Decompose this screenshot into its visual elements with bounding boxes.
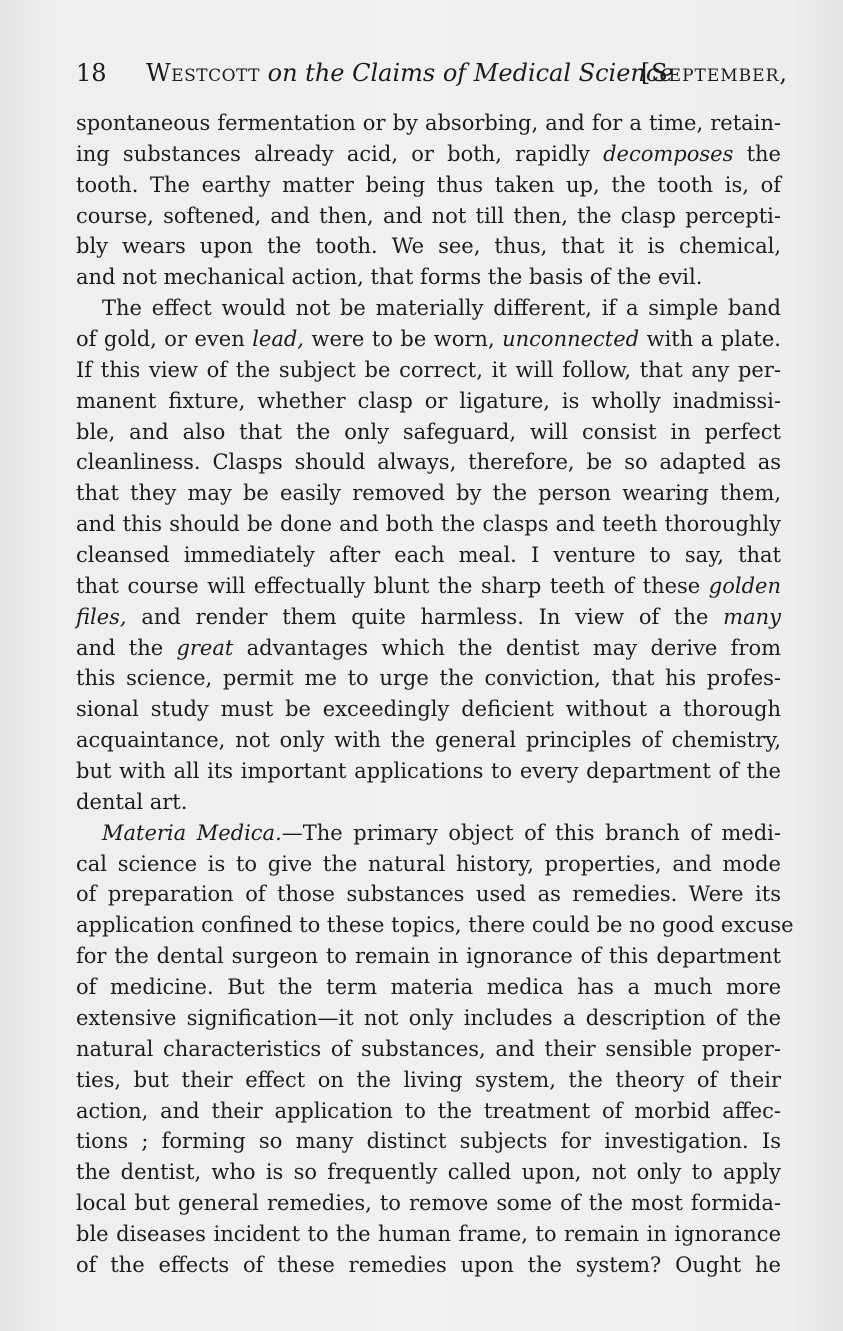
text-line: tooth. The earthy matter being thus taken up, the tooth is, of bbox=[76, 172, 781, 197]
text-line: that course will effectually blunt the sharp teeth of these golden bbox=[76, 573, 781, 598]
text-line: acquaintance, not only with the general principles of chemistry, bbox=[76, 728, 781, 753]
running-title-text: on the Claims of Medical Science bbox=[267, 59, 674, 87]
text-line: dental art. bbox=[76, 789, 188, 814]
text-line: cleanliness. Clasps should always, therefore, be so adapted as bbox=[76, 450, 781, 475]
text-line: of gold, or even lead, were to be worn, unconnected with a plate. bbox=[76, 327, 781, 352]
text-line: this science, permit me to urge the conviction, that his profes- bbox=[76, 666, 781, 691]
text-line: but with all its important applications to every department of the bbox=[76, 759, 781, 784]
text-line: ties, but their effect on the living system, the theory of their bbox=[76, 1067, 781, 1092]
header-date: [September, bbox=[640, 59, 788, 87]
text-line: spontaneous fermentation or by absorbing, and for a time, retain- bbox=[76, 111, 781, 135]
running-title-author: Westcott bbox=[146, 59, 260, 87]
body-text bbox=[76, 108, 794, 1281]
text-line: local but general remedies, to remove some of the most formida- bbox=[76, 1191, 781, 1216]
text-line: and this should be done and both the clasps and teeth thoroughly bbox=[76, 512, 781, 537]
text-line: bly wears upon the tooth. We see, thus, that it is chemical, bbox=[76, 234, 781, 259]
text-line: tions ; forming so many distinct subjects for investigation. Is bbox=[76, 1129, 781, 1154]
text-line: ble, and also that the only safeguard, will consist in perfect bbox=[76, 419, 781, 444]
text-line: Materia Medica.—The primary object of this branch of medi- bbox=[102, 820, 781, 845]
text-line: of preparation of those substances used as remedies. Were its bbox=[76, 882, 781, 907]
text-line: manent fixture, whether clasp or ligature, is wholly inadmissi- bbox=[76, 388, 781, 413]
text-line: cleansed immediately after each meal. I venture to say, that bbox=[76, 543, 781, 568]
text-line: of medicine. But the term materia medica has a much more bbox=[76, 975, 781, 1000]
text-line: files, and render them quite harmless. In view of the many bbox=[76, 604, 781, 629]
text-line: course, softened, and then, and not till then, the clasp percepti- bbox=[76, 203, 781, 228]
section-heading: Materia Medica. bbox=[102, 820, 282, 845]
text-line: for the dental surgeon to remain in ignorance of this department bbox=[76, 944, 781, 969]
text-line: cal science is to give the natural history, properties, and mode bbox=[76, 851, 781, 876]
text-line: natural characteristics of substances, and their sensible proper- bbox=[76, 1036, 781, 1061]
text-line: and not mechanical action, that forms the basis of the evil. bbox=[76, 265, 703, 290]
text-line: and the great advantages which the dentist may derive from bbox=[76, 635, 782, 660]
text-line: sional study must be exceedingly deficient without a thorough bbox=[76, 697, 781, 722]
running-header bbox=[76, 53, 788, 93]
text-line: of the effects of these remedies upon the system? Ought he bbox=[76, 1252, 781, 1277]
text-line: that they may be easily removed by the person wearing them, bbox=[76, 481, 781, 506]
text-line: If this view of the subject be correct, it will follow, that any per- bbox=[76, 357, 781, 382]
running-title bbox=[146, 53, 674, 93]
text-line: extensive signification—it not only includes a description of the bbox=[76, 1005, 781, 1030]
text-line: The effect would not be materially different, if a simple band bbox=[102, 296, 781, 321]
text-line: ble diseases incident to the human frame, to remain in ignorance bbox=[76, 1221, 781, 1246]
page-number: 18 bbox=[76, 59, 107, 87]
text-line: application confined to these topics, there could be no good excuse bbox=[76, 913, 794, 938]
text-line: action, and their application to the treatment of morbid affec- bbox=[76, 1098, 781, 1123]
text-line: ing substances already acid, or both, rapidly decomposes the bbox=[76, 141, 781, 166]
text-line: the dentist, who is so frequently called upon, not only to apply bbox=[76, 1160, 781, 1185]
